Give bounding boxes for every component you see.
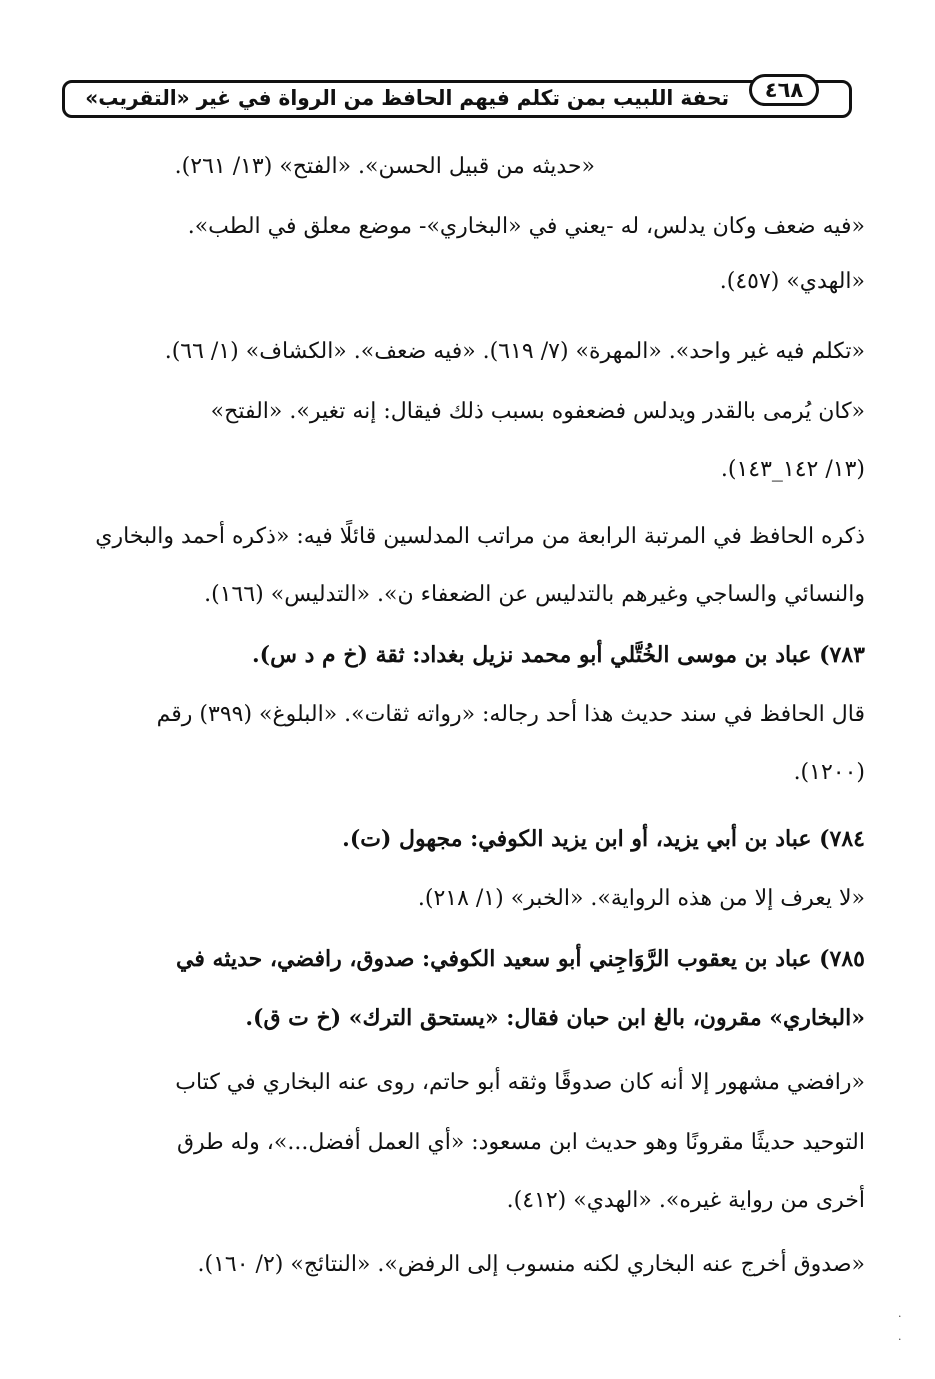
text-line: التوحيد حديثًا مقرونًا وهو حديث ابن مسعود: «أي العمل أفضل...»، وله طرق — [176, 1130, 865, 1155]
entry-784-heading: ٧٨٤) عباد بن أبي يزيد، أو ابن يزيد الكوفي: مجهول (ت). — [342, 826, 865, 852]
text-line: «صدوق أخرج عنه البخاري لكنه منسوب إلى الرفض». «النتائج» (٢/ ١٦٠). — [197, 1252, 865, 1277]
text-line: «الهدي» (٤٥٧). — [719, 269, 865, 294]
text-line: ذكره الحافظ في المرتبة الرابعة من مراتب المدلسين قائلًا فيه: «ذكره أحمد والبخاري — [95, 524, 865, 549]
text-line: «لا يعرف إلا من هذه الرواية». «الخبر» (١/ ٢١٨). — [417, 886, 865, 911]
scan-speck: · — [898, 1333, 902, 1346]
text-line: «حديثه من قبيل الحسن». «الفتح» (١٣/ ٢٦١). — [174, 154, 595, 179]
text-line: (١٢٠٠). — [793, 760, 865, 785]
text-line: أخرى من رواية غيره». «الهدي» (٤١٢). — [506, 1188, 865, 1213]
text-line: والنسائي والساجي وغيرهم بالتدليس عن الضعفاء ن». «التدليس» (١٦٦). — [204, 582, 865, 607]
text-line: (١٣/ ١٤٢_١٤٣). — [720, 457, 865, 482]
running-header — [62, 80, 852, 118]
text-line: «تكلم فيه غير واحد». «المهرة» (٧/ ٦١٩). «فيه ضعف». «الكشاف» (١/ ٦٦). — [164, 339, 865, 364]
text-line: قال الحافظ في سند حديث هذا أحد رجاله: «رواته ثقات». «البلوغ» (٣٩٩) رقم — [156, 702, 865, 727]
entry-785-heading-cont: «البخاري» مقرون، بالغ ابن حبان فقال: «يستحق الترك» (خ ت ق). — [245, 1005, 865, 1031]
page-number: ٤٦٨ — [749, 74, 819, 106]
header-title: تحفة اللبيب بمن تكلم فيهم الحافظ من الرواة في غير «التقريب» — [85, 86, 730, 110]
text-line: «كان يُرمى بالقدر ويدلس فضعفوه بسبب ذلك فيقال: إنه تغير». «الفتح» — [210, 399, 865, 424]
entry-785-heading: ٧٨٥) عباد بن يعقوب الرَّوَاجِني أبو سعيد الكوفي: صدوق، رافضي، حديثه في — [176, 946, 865, 972]
scan-speck: · — [898, 1310, 902, 1323]
text-line: «فيه ضعف وكان يدلس، له -يعني في «البخاري»- موضع معلق في الطب». — [187, 214, 865, 239]
entry-783-heading: ٧٨٣) عباد بن موسى الخُتَّلي أبو محمد نزيل بغداد: ثقة (خ م د س). — [252, 642, 865, 668]
text-line: «رافضي مشهور إلا أنه كان صدوقًا وثقه أبو حاتم، روى عنه البخاري في كتاب — [175, 1070, 865, 1095]
